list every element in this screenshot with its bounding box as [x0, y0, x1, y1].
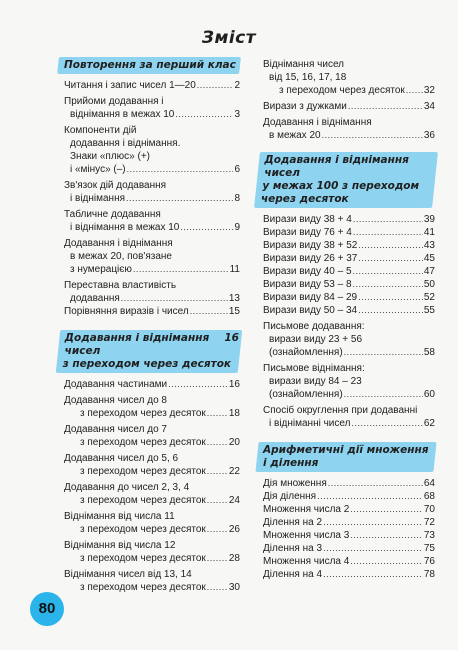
- toc-right-column: [257, 58, 435, 581]
- toc-entry[interactable]: і віднімання в межах 10 ..... 9: [58, 221, 240, 234]
- section-header-add-sub-carry[interactable]: Додавання і віднімання чисел з переходом через десяток 16: [56, 330, 243, 373]
- toc-entry[interactable]: і віднімання ..... 8: [58, 192, 240, 205]
- toc-entry[interactable]: з переходом через десяток ..... 26: [58, 523, 240, 536]
- toc-entry[interactable]: Дія ділення ..... 68: [257, 490, 435, 503]
- toc-entry[interactable]: Множення числа 2 ..... 70: [257, 503, 435, 516]
- toc-entry[interactable]: Вирази виду 84 – 29 ..... 52: [257, 291, 435, 304]
- toc-entry[interactable]: з нумерацією ..... 11: [58, 263, 240, 276]
- toc-entry[interactable]: з переходом через десяток ..... 20: [58, 436, 240, 449]
- section-header-within-100[interactable]: Додавання і віднімання чисел у межах 100 з переходом через десяток: [254, 152, 438, 208]
- toc-entry-line: Додавання до чисел 2, 3, 4: [64, 482, 190, 493]
- toc-entry[interactable]: Додавання частинами ..... 16: [58, 378, 240, 391]
- toc-entry[interactable]: віднімання в межах 10 ..... 3: [58, 108, 240, 121]
- section-header-review[interactable]: Повторення за перший клас: [57, 57, 241, 74]
- toc-entry[interactable]: з переходом через десяток ..... 32: [257, 84, 435, 97]
- toc-entry-line: Віднімання чисел від 13, 14: [64, 569, 192, 580]
- toc-entry[interactable]: Дія множення ..... 64: [257, 477, 435, 490]
- toc-entry[interactable]: з переходом через десяток ..... 18: [58, 407, 240, 420]
- toc-entry[interactable]: Ділення на 2 ..... 72: [257, 516, 435, 529]
- toc-entry-line: Додавання чисел до 8: [64, 395, 167, 406]
- toc-entry[interactable]: Вирази з дужками ..... 34: [257, 100, 435, 113]
- toc-entry-line: Додавання і віднімання: [64, 238, 173, 249]
- toc-entry-line: Додавання і віднімання: [263, 117, 372, 128]
- toc-entry-line: Віднімання від числа 12: [64, 540, 176, 551]
- toc-entry-line: Віднімання від числа 11: [64, 511, 175, 522]
- toc-entry[interactable]: Вирази виду 53 – 8 ..... 50: [257, 278, 435, 291]
- toc-left-column: [58, 57, 240, 594]
- toc-entry-line: Зв'язок дій додавання: [64, 180, 167, 191]
- toc-entry[interactable]: (ознайомлення) ..... 60: [257, 388, 435, 401]
- toc-entry-line: Додавання чисел до 5, 6: [64, 453, 179, 464]
- toc-entry[interactable]: (ознайомлення) ..... 58: [257, 346, 435, 359]
- toc-entry[interactable]: Множення числа 3 ..... 73: [257, 529, 435, 542]
- toc-entry[interactable]: Ділення на 4 ..... 78: [257, 568, 435, 581]
- toc-entry-line: Письмове додавання:: [263, 321, 365, 332]
- toc-entry-line: вирази виду 84 – 23: [269, 376, 362, 387]
- toc-entry[interactable]: Ділення на 3 ..... 75: [257, 542, 435, 555]
- toc-entry-line: в межах 20, пов'язане: [70, 251, 172, 262]
- toc-entry[interactable]: Множення числа 4 ..... 76: [257, 555, 435, 568]
- toc-entry-line: Письмове віднімання:: [263, 363, 365, 374]
- page-title: Зміст: [201, 28, 257, 48]
- toc-entry[interactable]: Вирази виду 38 + 4 ..... 39: [257, 213, 435, 226]
- toc-entry[interactable]: і «мінус» (–) ..... 6: [58, 163, 240, 176]
- toc-entry[interactable]: додавання ..... 13: [58, 292, 240, 305]
- toc-entry-line: вирази виду 23 + 56: [269, 334, 363, 345]
- toc-entry[interactable]: і відніманні чисел ..... 62: [257, 417, 435, 430]
- toc-entry[interactable]: Порівняння виразів і чисел ..... 15: [58, 305, 240, 318]
- toc-entry[interactable]: Вирази виду 26 + 37 ..... 45: [257, 252, 435, 265]
- section-header-mult-div[interactable]: Арифметичні дії множення і ділення: [255, 442, 436, 472]
- page-number-badge: 80: [30, 592, 64, 626]
- toc-entry[interactable]: з переходом через десяток ..... 30: [58, 581, 240, 594]
- toc-entry-line: Додавання чисел до 7: [64, 424, 167, 435]
- toc-entry-line: додавання і віднімання.: [70, 138, 181, 149]
- toc-entry-line: Знаки «плюс» (+): [70, 151, 151, 162]
- toc-entry-line: Віднімання чисел: [263, 59, 345, 70]
- toc-entry[interactable]: Вирази виду 50 – 34 ..... 55: [257, 304, 435, 317]
- toc-entry[interactable]: з переходом через десяток ..... 24: [58, 494, 240, 507]
- toc-entry[interactable]: з переходом через десяток ..... 22: [58, 465, 240, 478]
- toc-entry[interactable]: Вирази виду 76 + 4 ..... 41: [257, 226, 435, 239]
- toc-entry-line: Компоненти дій: [64, 125, 137, 136]
- toc-entry[interactable]: в межах 20 ..... 36: [257, 129, 435, 142]
- toc-entry-line: від 15, 16, 17, 18: [269, 72, 347, 83]
- toc-entry-line: Прийоми додавання і: [64, 96, 164, 107]
- toc-entry[interactable]: Вирази виду 38 + 52 ..... 43: [257, 239, 435, 252]
- toc-entry[interactable]: Читання і запис чисел 1—20 ..... 2: [58, 79, 240, 92]
- toc-entry-line: Спосіб округлення при додаванні: [263, 405, 418, 416]
- toc-entry[interactable]: Вирази виду 40 – 5 ..... 47: [257, 265, 435, 278]
- toc-entry-line: Переставна властивість: [64, 280, 177, 291]
- toc-entry-line: Табличне додавання: [64, 209, 161, 220]
- section-page-ref: 16: [224, 332, 240, 344]
- toc-entry[interactable]: з переходом через десяток ..... 28: [58, 552, 240, 565]
